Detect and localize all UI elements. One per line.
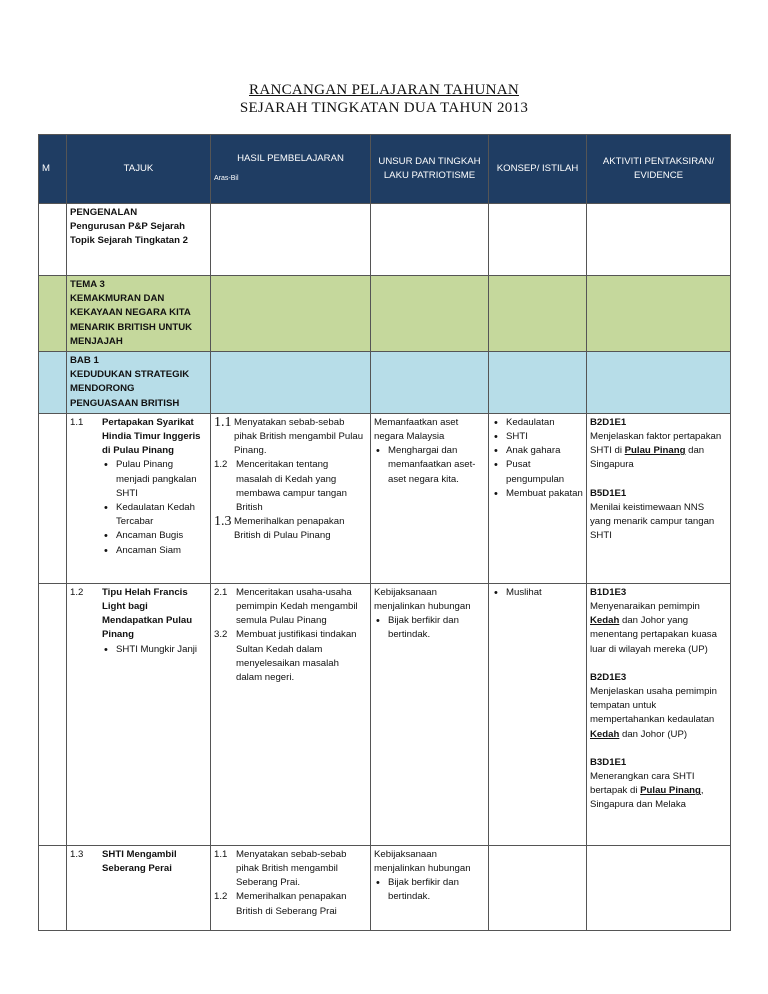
list-item: • Ancaman Siam <box>102 544 207 558</box>
topic-title: Tipu Helah Francis Light bagi Mendapatkan Pulau Pinang <box>102 586 193 641</box>
list-item: • Pusat pengumpulan <box>492 458 583 486</box>
bab-line: BAB 1 <box>70 355 99 367</box>
table-header-row <box>39 135 731 204</box>
header-unsur: UNSUR DAN TINGKAH LAKU PATRIOTISME <box>371 135 489 204</box>
tema-cell <box>67 276 211 352</box>
table-row <box>39 204 731 276</box>
header-hasil <box>211 135 371 204</box>
unsur-cell <box>371 413 489 583</box>
evidence-code: B3D1E1 <box>590 756 627 768</box>
outcome-text: Memerihalkan penapakan British di Seberang Prai <box>236 891 347 917</box>
intro-line: Pengurusan P&P Sejarah <box>70 221 185 233</box>
table-row <box>39 583 731 845</box>
unsur-text: Kebijaksanaan menjalinkan hubungan <box>374 848 471 875</box>
table-row <box>39 845 731 930</box>
tema-line: MENJAJAH <box>70 335 123 347</box>
konsep-cell <box>489 413 587 583</box>
document-title: RANCANGAN PELAJARAN TAHUNAN <box>249 82 519 98</box>
bab-line: PENGUASAAN BRITISH <box>70 397 180 409</box>
outcome-number: 2.1 <box>214 586 228 598</box>
outcome-text: Menyatakan sebab-sebab pihak British mengambil Seberang Prai. <box>236 848 347 889</box>
evidence-code: B2D1E3 <box>590 671 627 683</box>
unsur-text: Memanfaatkan aset negara Malaysia <box>374 416 459 443</box>
unsur-cell <box>371 845 489 930</box>
header-hasil-label: HASIL PEMBELAJARAN <box>237 152 344 164</box>
tema-line: KEKAYAAN NEGARA KITA <box>70 307 191 319</box>
aktiviti-cell <box>587 583 731 845</box>
evidence-text: Menjelaskan usaha pemimpin tempatan untuk mempertahankan kedaulatan Kedah dan Johor (UP) <box>590 686 717 740</box>
outcome-number: 1.3 <box>214 514 232 530</box>
list-item: • Membuat pakatan <box>492 487 583 501</box>
outcome-number: 1.1 <box>214 414 232 430</box>
intro-line: Topik Sejarah Tingkatan 2 <box>70 235 189 247</box>
evidence-code: B5D1E1 <box>590 487 627 499</box>
konsep-cell <box>489 583 587 845</box>
outcome-number: 3.2 <box>214 629 228 641</box>
tema-line: MENARIK BRITISH UNTUK <box>70 321 193 333</box>
evidence-text: Menjelaskan faktor pertapakan SHTI di Pulau Pinang dan Singapura <box>590 431 722 471</box>
outcome-text: Menyatakan sebab-sebab pihak British mengambil Pulau Pinang. <box>234 416 364 457</box>
hasil-cell <box>211 845 371 930</box>
evidence-code: B1D1E3 <box>590 586 627 598</box>
lesson-plan-table <box>38 134 731 931</box>
list-item: • Menghargai dan memanfaatkan aset-aset negara kita. <box>374 444 485 487</box>
unsur-text: Kebijaksanaan menjalinkan hubungan <box>374 586 471 613</box>
list-item: • Kedaulatan Kedah Tercabar <box>102 501 207 529</box>
document-subtitle: SEJARAH TINGKATAN DUA TAHUN 2013 <box>239 100 529 116</box>
outcome-number: 1.2 <box>214 459 228 471</box>
outcome-number: 1.1 <box>214 848 228 860</box>
outcome-number: 1.2 <box>214 891 228 903</box>
topic-title: SHTI Mengambil Seberang Perai <box>102 848 177 875</box>
header-m: M <box>39 135 67 204</box>
header-aras: Aras-Bil <box>214 175 239 182</box>
topic-number: 1.3 <box>70 848 84 860</box>
bab-line: MENDORONG <box>70 383 135 395</box>
topic-title: Pertapakan Syarikat Hindia Timur Inggeris di Pulau Pinang <box>102 416 201 457</box>
header-tajuk: TAJUK <box>67 135 211 204</box>
table-row <box>39 352 731 414</box>
evidence-text: Menilai keistimewaan NNS yang menarik campur tangan SHTI <box>590 501 715 542</box>
bab-line: KEDUDUKAN STRATEGIK <box>70 369 190 381</box>
aktiviti-cell <box>587 413 731 583</box>
list-item: • Ancaman Bugis <box>102 529 207 543</box>
outcome-text: Menceritakan usaha-usaha pemimpin Kedah mengambil semula Pulau Pinang <box>236 586 358 627</box>
unsur-cell <box>371 583 489 845</box>
topic-cell <box>67 583 211 845</box>
outcome-text: Membuat justifikasi tindakan Sultan Kedah dalam menyelesaikan masalah dalam negeri. <box>236 629 357 684</box>
bab-cell <box>67 352 211 414</box>
evidence-text: Menerangkan cara SHTI bertapak di Pulau Pinang, Singapura dan Melaka <box>590 771 704 811</box>
tema-line: KEMAKMURAN DAN <box>70 293 165 305</box>
intro-line: PENGENALAN <box>70 207 138 218</box>
evidence-code: B2D1E1 <box>590 416 627 428</box>
topic-number: 1.2 <box>70 586 84 598</box>
list-item: • Bijak berfikir dan bertindak. <box>374 614 485 642</box>
table-row <box>39 276 731 352</box>
tema-line: TEMA 3 <box>70 279 105 290</box>
topic-cell <box>67 845 211 930</box>
list-item: • SHTI Mungkir Janji <box>102 643 207 657</box>
hasil-cell <box>211 413 371 583</box>
hasil-cell <box>211 583 371 845</box>
topic-cell <box>67 413 211 583</box>
list-item: • SHTI <box>492 430 583 444</box>
header-aktiviti: AKTIVITI PENTAKSIRAN/ EVIDENCE <box>587 135 731 204</box>
header-konsep: KONSEP/ ISTILAH <box>489 135 587 204</box>
list-item: • Kedaulatan <box>492 416 583 430</box>
outcome-text: Memerihalkan penapakan British di Pulau Pinang <box>234 516 345 542</box>
list-item: • Anak gahara <box>492 444 583 458</box>
list-item: • Muslihat <box>492 586 583 600</box>
evidence-text: Menyenaraikan pemimpin Kedah dan Johor yang menentang pertapakan kuasa luar di wilayah mereka (UP) <box>590 601 717 655</box>
topic-number: 1.1 <box>70 416 84 428</box>
list-item: • Bijak berfikir dan bertindak. <box>374 876 485 904</box>
table-row <box>39 413 731 583</box>
intro-cell <box>67 204 211 276</box>
outcome-text: Menceritakan tentang masalah di Kedah yang membawa campur tangan British <box>236 459 347 514</box>
list-item: • Pulau Pinang menjadi pangkalan SHTI <box>102 458 207 501</box>
